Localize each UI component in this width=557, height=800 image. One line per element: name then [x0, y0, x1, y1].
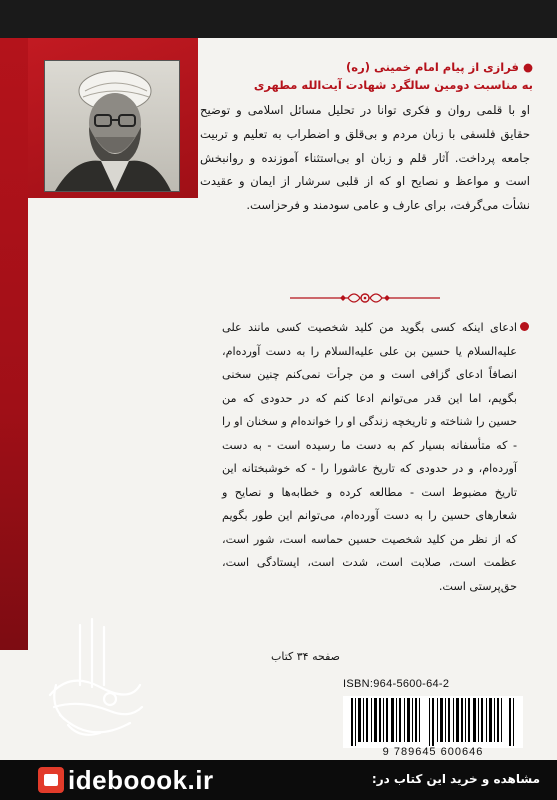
intro-heading [203, 58, 533, 94]
top-black-band [0, 0, 557, 38]
khomeini-quote-paragraph: او با قلمی روان و فکری توانا در تحلیل مسائل اسلامی و توضیح حقایق فلسفی با زبان مردم و بی‌قلق و اضطراب به تعلیم و تربیت جامعه پرداخت. آثار قلم و زبان او بی‌استثناء آموزنده و روانبخش است و مواعظ و نصایح او که از قلبی سرشار از ایمان و عقیدت نشأت می‌گرفت، برای عارف و عامی سودمند و فرحزاست. [200, 103, 530, 213]
quote-bullet-icon [520, 322, 529, 331]
barcode-icon [343, 696, 523, 748]
intro-line-2: به مناسبت دومین سالگرد شهادت آیت‌الله مطهری [253, 78, 533, 92]
site-logo-link[interactable] [38, 764, 258, 796]
publisher-calligraphy-logo-icon [40, 615, 150, 755]
site-name: ideboook.ir [68, 764, 214, 795]
author-portrait [44, 60, 180, 192]
bullet-dot-icon: ● [522, 60, 533, 74]
site-cta-text: مشاهده و خرید این کتاب در: [371, 772, 540, 786]
left-red-strip [0, 38, 28, 650]
site-logo-icon [38, 767, 64, 793]
ornament-divider-icon [290, 288, 440, 308]
motahhari-quote-paragraph: ادعای اینکه کسی بگوید من کلید شخصیت کسی مانند علی علیه‌السلام یا حسین بن علی علیه‌السلام را به دست آورده‌ام، انصافاً ادعای گزافی است و من جرأت نمی‌کنم چنین سخنی بگویم، اما این قدر می‌توانم ادعا کنم که در حدودی که من حسین را شناخته و تاریخچه زندگی او را خوانده‌ام و سخنان او را - که متأسفانه بسیار کم به دست ما رسیده است - به دست آورده‌ام، و در حدودی که تاریخ عاشورا را - که خوشبختانه این تاریخ مضبوط است - مطالعه کرده و خطابه‌ها و نصایح و شعارهای حسین را به دست آورده‌ام، می‌توانم این طور بگویم که از نظر من کلید شخصیت حسین حماسه است، شور است، عظمت است، صلابت است، شدت است، ایستادگی است، حق‌پرستی است. [222, 321, 517, 593]
barcode-number: 9 789645 600646 [382, 746, 484, 758]
page-reference: صفحه ۳۴ کتاب [271, 650, 340, 663]
intro-line-1 [203, 58, 533, 76]
intro-line-1-text: فرازی از پیام امام خمینی (ره) [346, 60, 519, 74]
isbn-label: ISBN:964-5600-64-2 [343, 678, 450, 690]
